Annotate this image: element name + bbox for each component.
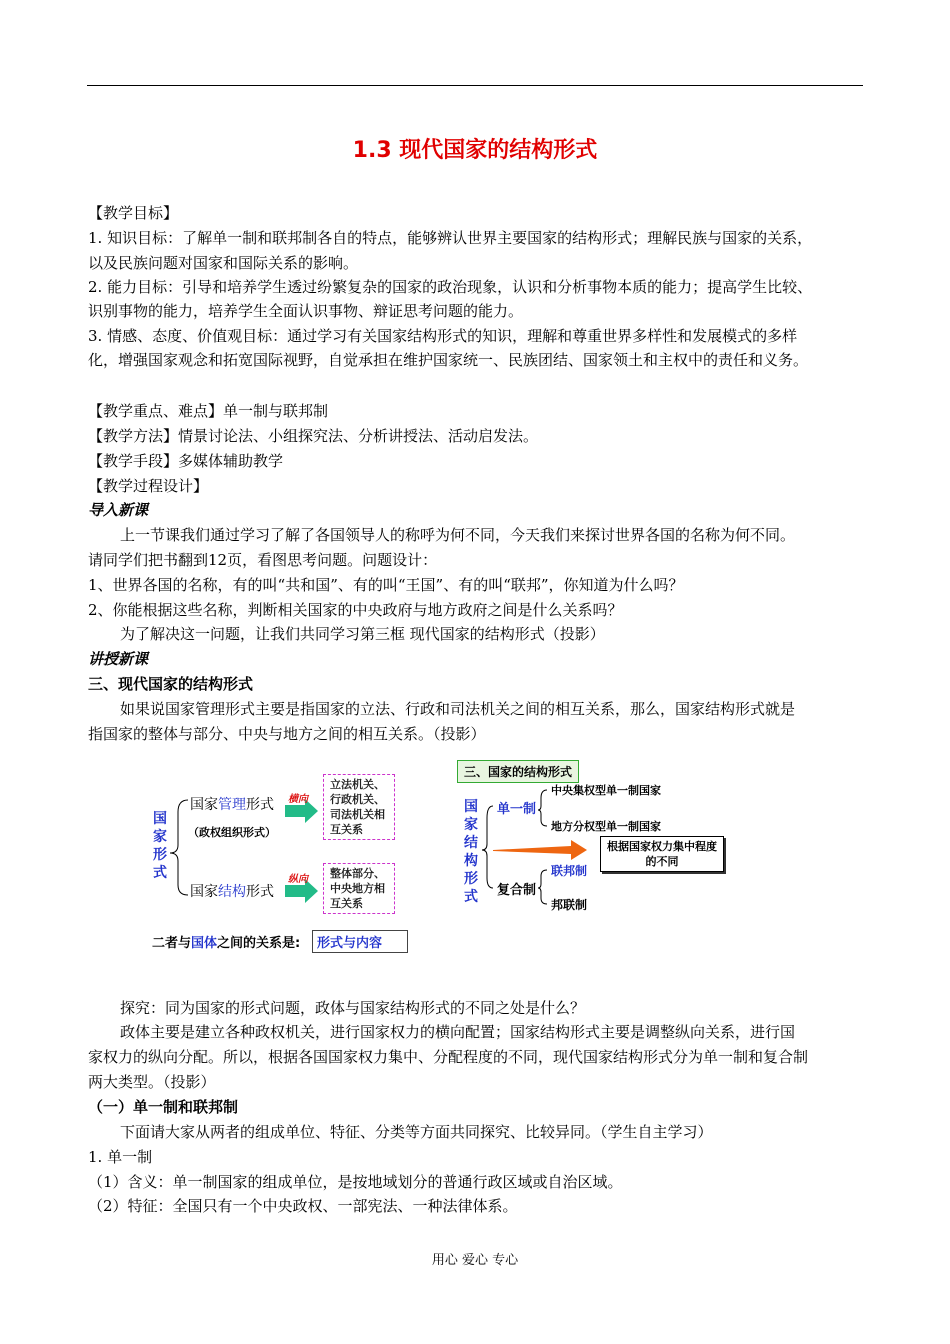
- means: 【教学手段】多媒体辅助教学: [88, 452, 284, 470]
- horizontal-relation-box: 立法机关、行政机关、司法机关相互关系: [323, 774, 395, 840]
- confederal-label: 邦联制: [551, 898, 588, 912]
- structure-form-label: 国家结构形式: [190, 884, 274, 900]
- section-paragraph-line-1: 如果说国家管理形式主要是指国家的立法、行政和司法机关之间的相互关系，那么，国家结构形式就是: [120, 700, 796, 718]
- intro-heading: 导入新课: [88, 501, 149, 519]
- methods: 【教学方法】情景讨论法、小组探究法、分析讲授法、活动启发法。: [88, 427, 539, 445]
- explore-question: 探究：同为国家的形式问题，政体与国家结构形式的不同之处是什么？: [120, 999, 586, 1017]
- lecture-heading: 讲授新课: [88, 650, 149, 668]
- key-points: 【教学重点、难点】单一制与联邦制: [88, 402, 329, 420]
- subsection-1-heading: （一）单一制和联邦制: [88, 1098, 239, 1116]
- relation-caption: 二者与国体之间的关系是:: [152, 936, 301, 951]
- criterion-box: 根据国家权力集中程度的不同: [600, 836, 724, 872]
- goal-2-line-2: 识别事物的能力，培养学生全面认识事物、辩证思考问题的能力。: [88, 302, 524, 320]
- intro-paragraph-2: 请同学们把书翻到12页，看图思考问题。问题设计：: [88, 551, 438, 569]
- horizontal-arrow-label: 横向: [288, 794, 308, 805]
- goal-1-line-1: 1. 知识目标：了解单一制和联邦制各自的特点，能够辨认世界主要国家的结构形式；理解民族与国家的关系，: [88, 229, 813, 247]
- goal-3-line-2: 化，增强国家观念和拓宽国际视野，自觉承担在维护国家统一、民族团结、国家领土和主权中的责任和义务。: [88, 351, 809, 369]
- intro-paragraph-3: 为了解决这一问题，让我们共同学习第三框 现代国家的结构形式（投影）: [120, 625, 605, 643]
- state-form-diagram: [140, 760, 420, 955]
- page-title: 1.3 现代国家的结构形式: [352, 138, 598, 163]
- state-form-vertical-label: 国家形式: [153, 811, 167, 881]
- process: 【教学过程设计】: [88, 477, 209, 495]
- goal-3-line-1: 3. 情感、态度、价值观目标：通过学习有关国家结构形式的知识，理解和尊重世界多样性和发展模式的多样: [88, 327, 798, 345]
- question-2: 2、你能根据这些名称，判断相关国家的中央政府与地方政府之间是什么关系吗？: [88, 601, 623, 619]
- question-1: 1、世界各国的名称，有的叫“共和国”、有的叫“王国”、有的叫“联邦”，你知道为什么吗？: [88, 576, 684, 594]
- header-rule: [87, 85, 863, 86]
- goals-header: 【教学目标】: [88, 204, 179, 222]
- unitary-label: 单一制: [497, 802, 537, 817]
- structure-vertical-label: 国家结构形式: [464, 799, 478, 905]
- decentralized-unitary: 地方分权型单一制国家: [551, 820, 661, 833]
- goal-2-line-1: 2. 能力目标：引导和培养学生透过纷繁复杂的国家的政治现象，认识和分析事物本质的能力；提高学生比较、: [88, 278, 813, 296]
- compound-label: 复合制: [497, 883, 537, 898]
- item-1-heading: 1. 单一制: [88, 1148, 153, 1166]
- page-footer: 用心 爱心 专心: [431, 1253, 519, 1268]
- item-1-features: （2）特征：全国只有一个中央政权、一部宪法、一种法律体系。: [88, 1197, 518, 1215]
- answer-line-2: 家权力的纵向分配。所以，根据各国国家权力集中、分配程度的不同，现代国家结构形式分为单一制和复合制: [88, 1048, 809, 1066]
- intro-paragraph-1: 上一节课我们通过学习了解了各国领导人的称呼为何不同，今天我们来探讨世界各国的名称为何不同。: [120, 526, 796, 544]
- vertical-arrow-label: 纵向: [288, 874, 308, 885]
- centralized-unitary: 中央集权型单一制国家: [551, 784, 661, 797]
- federal-label: 联邦制: [551, 864, 588, 878]
- subsection-1-paragraph: 下面请大家从两者的组成单位、特征、分类等方面共同探究、比较异同。（学生自主学习）: [120, 1123, 713, 1141]
- section-3-heading: 三、现代国家的结构形式: [88, 675, 254, 693]
- management-form-label: 国家管理形式: [190, 797, 274, 813]
- structure-diagram-header: 三、国家的结构形式: [457, 760, 579, 783]
- section-paragraph-line-2: 指国家的整体与部分、中央与地方之间的相互关系。（投影）: [88, 725, 486, 743]
- vertical-relation-box: 整体部分、中央地方相互关系: [323, 863, 395, 914]
- goal-1-line-2: 以及民族问题对国家和国际关系的影响。: [88, 254, 359, 272]
- management-form-subtitle: （政权组织形式）: [188, 826, 276, 839]
- item-1-definition: （1）含义：单一制国家的组成单位，是按地域划分的普通行政区域或自治区域。: [88, 1173, 623, 1191]
- answer-line-1: 政体主要是建立各种政权机关，进行国家权力的横向配置；国家结构形式主要是调整纵向关系，进行国: [120, 1023, 796, 1041]
- relation-box: 形式与内容: [312, 930, 408, 953]
- answer-line-3: 两大类型。（投影）: [88, 1073, 216, 1091]
- structure-form-diagram: [455, 758, 735, 918]
